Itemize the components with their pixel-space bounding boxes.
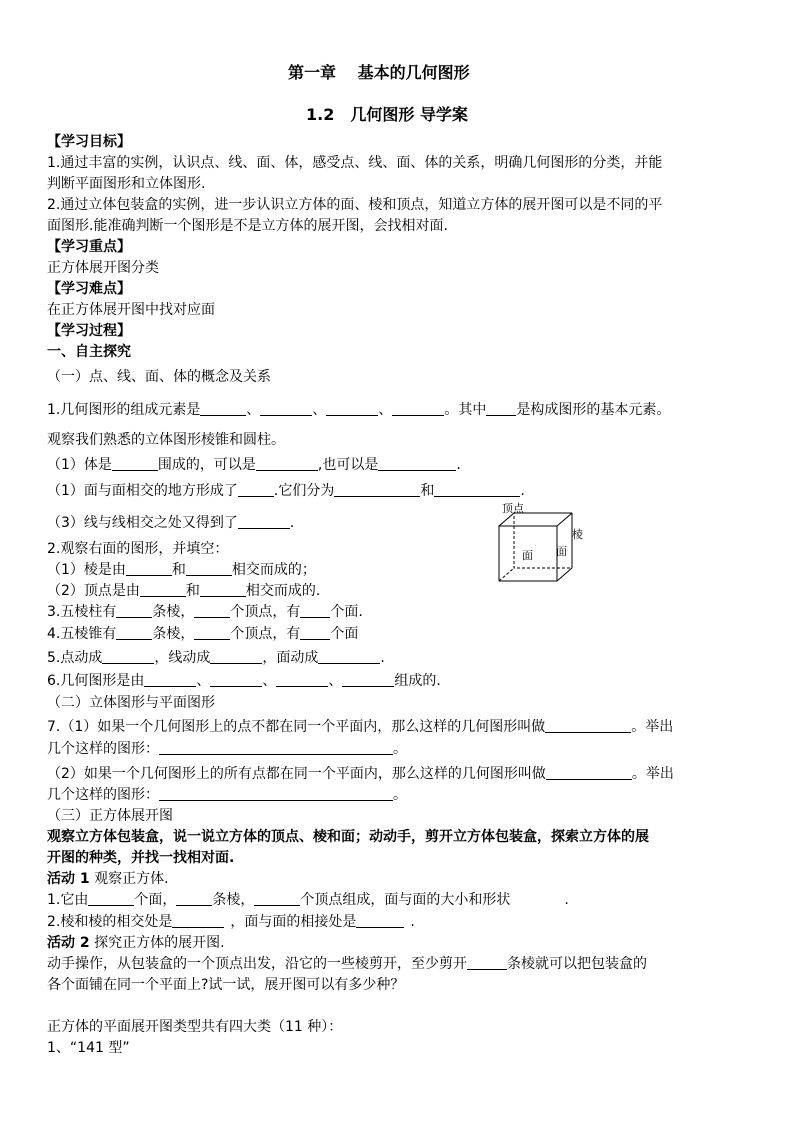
edge-label: 棱 xyxy=(572,528,583,541)
answer-blank[interactable] xyxy=(546,765,632,780)
question-1: 1.几何图形的组成元素是 、 、 、 。其中 是构成图形的基本元素。 xyxy=(47,402,671,418)
objective-1-line2: 判断平面图形和立体图形. xyxy=(47,176,206,192)
question-5: 5.点动成 ，线动成 ，面动成 . xyxy=(47,650,385,666)
answer-blank[interactable] xyxy=(318,649,380,664)
objective-2-line2: 面图形.能准确判断一个图形是不是立方体的展开图，会找相对面. xyxy=(47,218,448,234)
activity-1-question-1: 1.它由 个面， 条棱， 个顶点组成，面与面的大小和形状 . xyxy=(47,892,569,908)
answer-blank[interactable] xyxy=(200,401,246,416)
question-1-2: （1）面与面相交的地方形成了 .它们分为 和 . xyxy=(47,483,525,499)
answer-blank[interactable] xyxy=(112,456,158,471)
answer-blank[interactable] xyxy=(210,649,262,664)
answer-blank[interactable] xyxy=(159,740,393,755)
answer-blank[interactable] xyxy=(356,913,404,928)
answer-blank[interactable] xyxy=(276,672,328,687)
question-2-2: （2）顶点是由 和 相交而成的. xyxy=(47,583,321,599)
instruction-bold-line2: 开图的种类，并找一找相对面. xyxy=(47,850,235,866)
question-7-2-line1: （2）如果一个几何图形上的所有点都在同一个平面内，那么这样的几何图形叫做 。举出 xyxy=(47,766,674,782)
answer-blank[interactable] xyxy=(260,401,312,416)
answer-blank[interactable] xyxy=(126,561,172,576)
instruction-bold-line1: 观察立方体包装盒，说一说立方体的顶点、棱和面；动动手，剪开立方体包装盒，探索立方体的展 xyxy=(47,829,649,845)
observe-text: 观察我们熟悉的立体图形棱锥和圆柱。 xyxy=(47,432,285,448)
answer-blank[interactable] xyxy=(194,603,230,618)
activity-2-line1: 动手操作，从包装盒的一个顶点出发，沿它的一些棱剪开，至少剪开 条棱就可以把包装盒的 xyxy=(47,956,647,972)
activity-1-heading: 活动 1 观察正方体. xyxy=(47,871,169,887)
question-2: 2.观察右面的图形，并填空： xyxy=(47,541,229,557)
activity-1-question-2: 2.棱和棱的相交处是 ，面与面的相接处是 . xyxy=(47,914,415,930)
difficulty-heading: 【学习难点】 xyxy=(47,281,131,297)
answer-blank[interactable] xyxy=(200,582,246,597)
key-point-text: 正方体展开图分类 xyxy=(47,260,159,276)
objective-2-line1: 2.通过立体包装盒的实例，进一步认识立方体的面、棱和顶点，知道立方体的展开图可以是不同的平 xyxy=(47,197,663,213)
answer-blank[interactable] xyxy=(545,718,631,733)
answer-blank[interactable] xyxy=(172,913,224,928)
cube-figure xyxy=(494,500,586,586)
face-label-side: 面 xyxy=(556,545,567,558)
face-label-front: 面 xyxy=(522,549,533,562)
question-7-1-line2: 几个这样的图形： 。 xyxy=(47,741,407,757)
answer-blank[interactable] xyxy=(140,582,186,597)
answer-blank[interactable] xyxy=(116,603,152,618)
objectives-heading: 【学习目标】 xyxy=(47,134,131,150)
answer-blank[interactable] xyxy=(176,891,212,906)
answer-blank[interactable] xyxy=(116,625,152,640)
answer-blank[interactable] xyxy=(434,482,520,497)
question-6: 6.几何图形是由 、 、 、 组成的. xyxy=(47,673,441,689)
question-7-2-line2: 几个这样的图形： 。 xyxy=(47,787,407,803)
chapter-title: 第一章 基本的几何图形 xyxy=(288,63,470,82)
answer-blank[interactable] xyxy=(210,672,262,687)
question-7-1-line1: 7.（1）如果一个几何图形上的点不都在同一个平面内，那么这样的几何图形叫做 。举出 xyxy=(47,719,674,735)
answer-blank[interactable] xyxy=(300,603,330,618)
difficulty-text: 在正方体展开图中找对应面 xyxy=(47,302,215,318)
activity-2-heading: 活动 2 探究正方体的展开图. xyxy=(47,935,225,951)
answer-blank[interactable] xyxy=(392,401,444,416)
answer-blank[interactable] xyxy=(144,672,196,687)
answer-blank[interactable] xyxy=(334,482,420,497)
answer-blank[interactable] xyxy=(342,672,394,687)
subsection-3: （三）正方体展开图 xyxy=(47,808,173,824)
process-heading: 【学习过程】 xyxy=(47,323,131,339)
question-2-1: （1）棱是由 和 相交而成的； xyxy=(47,562,316,578)
lesson-title: 1.2 几何图形 导学案 xyxy=(306,105,468,124)
answer-blank[interactable] xyxy=(378,456,456,471)
answer-blank[interactable] xyxy=(159,786,393,801)
question-1-1: （1）体是 围成的，可以是 ,也可以是 . xyxy=(47,457,461,473)
objective-1-line1: 1.通过丰富的实例，认识点、线、面、体，感受点、线、面、体的关系，明确几何图形的分类，并能 xyxy=(47,155,663,171)
subsection-1: （一）点、线、面、体的概念及关系 xyxy=(47,369,271,385)
activity-2-line2: 各个面铺在同一个平面上?试一试，展开图可以有多少种？ xyxy=(47,977,405,993)
vertex-label: 顶点 xyxy=(502,502,524,515)
answer-blank[interactable] xyxy=(254,891,300,906)
answer-blank[interactable] xyxy=(88,891,134,906)
answer-blank[interactable] xyxy=(300,625,330,640)
answer-blank[interactable] xyxy=(326,401,378,416)
question-1-3: （3）线与线相交之处又得到了 . xyxy=(47,515,295,531)
section-1-heading: 一、自主探究 xyxy=(47,344,131,360)
answer-blank[interactable] xyxy=(486,401,516,416)
answer-blank[interactable] xyxy=(238,514,290,529)
subsection-2: （二）立体图形与平面图形 xyxy=(47,695,215,711)
answer-blank[interactable] xyxy=(256,456,318,471)
answer-blank[interactable] xyxy=(238,482,274,497)
net-types-line: 正方体的平面展开图类型共有四大类（11 种）： xyxy=(47,1019,343,1035)
answer-blank[interactable] xyxy=(194,625,230,640)
answer-blank[interactable] xyxy=(186,561,232,576)
answer-blank[interactable] xyxy=(102,649,154,664)
question-4: 4.五棱锥有 条棱， 个顶点，有 个面 xyxy=(47,626,359,642)
question-3: 3.五棱柱有 条棱， 个顶点，有 个面. xyxy=(47,604,363,620)
net-type-1: 1、“141 型” xyxy=(47,1040,130,1056)
answer-blank[interactable] xyxy=(467,955,507,970)
key-point-heading: 【学习重点】 xyxy=(47,239,131,255)
